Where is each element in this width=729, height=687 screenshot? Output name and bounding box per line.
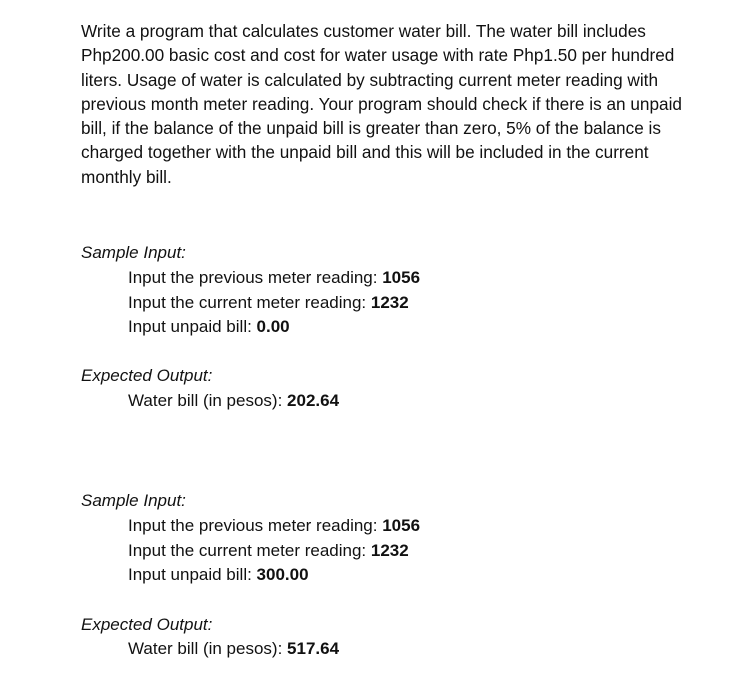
expected-output-heading: Expected Output: bbox=[81, 615, 213, 634]
problem-line: liters. Usage of water is calculated by subtracting current meter reading with bbox=[81, 69, 658, 90]
output-label: Water bill (in pesos): bbox=[128, 391, 288, 410]
input-row-previous-reading bbox=[128, 268, 420, 288]
input-label: Input the current meter reading: bbox=[128, 293, 371, 312]
input-row-current-reading bbox=[128, 293, 409, 313]
input-value: 300.00 bbox=[256, 565, 309, 584]
problem-line: previous month meter reading. Your program should check if there is an unpaid bbox=[81, 93, 682, 114]
output-row-water-bill bbox=[128, 391, 339, 411]
input-label: Input the current meter reading: bbox=[128, 541, 371, 560]
input-label: Input the previous meter reading: bbox=[128, 516, 383, 535]
input-label: Input the previous meter reading: bbox=[128, 268, 383, 287]
input-value: 1056 bbox=[382, 516, 421, 535]
input-label: Input unpaid bill: bbox=[128, 317, 257, 336]
sample-input-heading: Sample Input: bbox=[81, 491, 186, 510]
problem-line: monthly bill. bbox=[81, 166, 172, 187]
input-value: 1232 bbox=[370, 293, 409, 312]
problem-line: bill, if the balance of the unpaid bill is greater than zero, 5% of the balance is bbox=[81, 118, 661, 139]
problem-line: charged together with the unpaid bill and this will be included in the current bbox=[81, 142, 649, 163]
input-row-current-reading bbox=[128, 541, 409, 561]
sample-input-heading: Sample Input: bbox=[81, 243, 186, 262]
input-row-previous-reading bbox=[128, 516, 420, 536]
input-row-unpaid-bill bbox=[128, 565, 309, 585]
input-row-unpaid-bill bbox=[128, 317, 290, 337]
output-row-water-bill bbox=[128, 639, 339, 659]
problem-statement bbox=[81, 19, 721, 189]
input-value: 1056 bbox=[382, 268, 421, 287]
input-label: Input unpaid bill: bbox=[128, 565, 257, 584]
problem-line: Php200.00 basic cost and cost for water usage with rate Php1.50 per hundred bbox=[81, 45, 675, 66]
problem-line: Write a program that calculates customer water bill. The water bill includes bbox=[81, 21, 646, 41]
output-value: 517.64 bbox=[287, 639, 340, 658]
output-value: 202.64 bbox=[287, 391, 340, 410]
expected-output-heading: Expected Output: bbox=[81, 366, 213, 385]
input-value: 0.00 bbox=[256, 317, 290, 336]
input-value: 1232 bbox=[370, 541, 409, 560]
output-label: Water bill (in pesos): bbox=[128, 639, 288, 658]
